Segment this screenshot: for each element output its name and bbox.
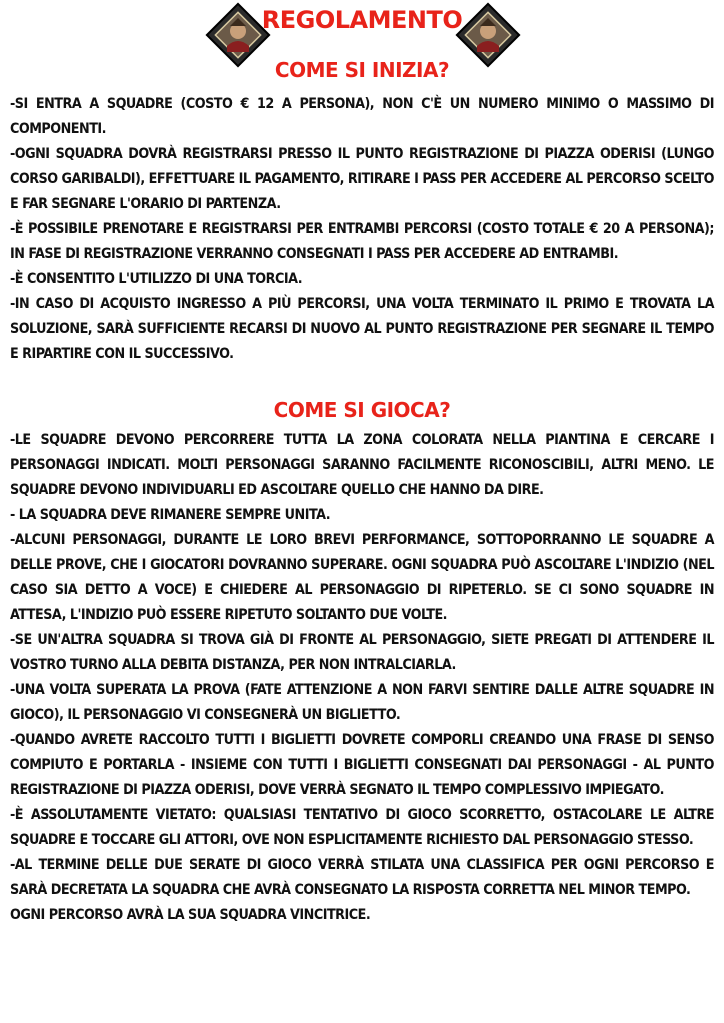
section-start-rules bbox=[10, 92, 714, 367]
rule-item: -È ASSOLUTAMENTE VIETATO: QUALSIASI TENTATIVO DI GIOCO SCORRETTO, OSTACOLARE LE ALTRE SQUADRE E TOCCARE GLI ATTORI, OVE NON ESPLICITAMENTE RICHIESTO DAL PERSONAGGIO STESSO. bbox=[10, 807, 714, 848]
rule-item: -È POSSIBILE PRENOTARE E REGISTRARSI PER ENTRAMBI PERCORSI (COSTO TOTALE € 20 A PERSONA); IN FASE DI REGISTRAZIONE VERRANNO CONSEGNATI I PASS PER ACCEDERE AD ENTRAMBI. bbox=[10, 221, 714, 262]
rule-item: -UNA VOLTA SUPERATA LA PROVA (FATE ATTENZIONE A NON FARVI SENTIRE DALLE ALTRE SQUADRE IN GIOCO), IL PERSONAGGIO VI CONSEGNERÀ UN BIGLIETTO. bbox=[10, 682, 714, 723]
rule-item: -LE SQUADRE DEVONO PERCORRERE TUTTA LA ZONA COLORATA NELLA PIANTINA E CERCARE I PERSONAGGI INDICATI. MOLTI PERSONAGGI SARANNO FACILMENTE RICONOSCIBILI, ALTRI MENO. LE SQUADRE DEVONO INDIVIDUARLI ED ASCOLTARE QUELLO CHE HANNO DA DIRE. bbox=[10, 432, 714, 498]
section-play-rules bbox=[10, 428, 714, 928]
rule-item: -È CONSENTITO L'UTILIZZO DI UNA TORCIA. bbox=[10, 271, 303, 287]
rule-item: -SE UN'ALTRA SQUADRA SI TROVA GIÀ DI FRONTE AL PERSONAGGIO, SIETE PREGATI DI ATTENDERE IL VOSTRO TURNO ALLA DEBITA DISTANZA, PER NON INTRALCIARLA. bbox=[10, 632, 714, 673]
rule-item: -SI ENTRA A SQUADRE (COSTO € 12 A PERSONA), NON C'È UN NUMERO MINIMO O MASSIMO DI COMPONENTI. bbox=[10, 96, 714, 137]
rule-item: OGNI PERCORSO AVRÀ LA SUA SQUADRA VINCITRICE. bbox=[10, 907, 371, 923]
section-play bbox=[10, 398, 714, 422]
rule-item: -IN CASO DI ACQUISTO INGRESSO A PIÙ PERCORSI, UNA VOLTA TERMINATO IL PRIMO E TROVATA LA SOLUZIONE, SARÀ SUFFICIENTE RECARSI DI NUOVO AL PUNTO REGISTRAZIONE PER SEGNARE IL TEMPO E RIPARTIRE CON IL SUCCESSIVO. bbox=[10, 296, 714, 362]
section-heading-start: COME SI INIZIA? bbox=[274, 58, 450, 82]
section-heading-play: COME SI GIOCA? bbox=[273, 398, 451, 422]
rule-item: -ALCUNI PERSONAGGI, DURANTE LE LORO BREVI PERFORMANCE, SOTTOPORRANNO LE SQUADRE A DELLE PROVE, CHE I GIOCATORI DOVRANNO SUPERARE. OGNI SQUADRA PUÒ ASCOLTARE L'INDIZIO (NEL CASO SIA DETTO A VOCE) E CHIEDERE AL PERSONAGGIO DI RIPETERLO. SE CI SONO SQUADRE IN ATTESA, L'INDIZIO PUÒ ESSERE RIPETUTO SOLTANTO DUE VOLTE. bbox=[10, 532, 714, 623]
rule-item: -OGNI SQUADRA DOVRÀ REGISTRARSI PRESSO IL PUNTO REGISTRAZIONE DI PIAZZA ODERISI (LUNGO CORSO GARIBALDI), EFFETTUARE IL PAGAMENTO, RITIRARE I PASS PER ACCEDERE AL PERCORSO SCELTO E FAR SEGNARE L'ORARIO DI PARTENZA. bbox=[10, 146, 714, 212]
rule-item: -AL TERMINE DELLE DUE SERATE DI GIOCO VERRÀ STILATA UNA CLASSIFICA PER OGNI PERCORSO E SARÀ DECRETATA LA SQUADRA CHE AVRÀ CONSEGNATO LA RISPOSTA CORRETTA NEL MINOR TEMPO. bbox=[10, 857, 714, 898]
page-title: REGOLAMENTO bbox=[261, 6, 463, 34]
header bbox=[0, 0, 724, 88]
rule-item: -QUANDO AVRETE RACCOLTO TUTTI I BIGLIETTI DOVRETE COMPORLI CREANDO UNA FRASE DI SENSO COMPIUTO E PORTARLA - INSIEME CON TUTTI I BIGLIETTI CONSEGNATI DAI PERSONAGGI - AL PUNTO REGISTRAZIONE DI PIAZZA ODERISI, DOVE VERRÀ SEGNATO IL TEMPO COMPLESSIVO IMPIEGATO. bbox=[10, 732, 714, 798]
rule-item: - LA SQUADRA DEVE RIMANERE SEMPRE UNITA. bbox=[10, 507, 331, 523]
